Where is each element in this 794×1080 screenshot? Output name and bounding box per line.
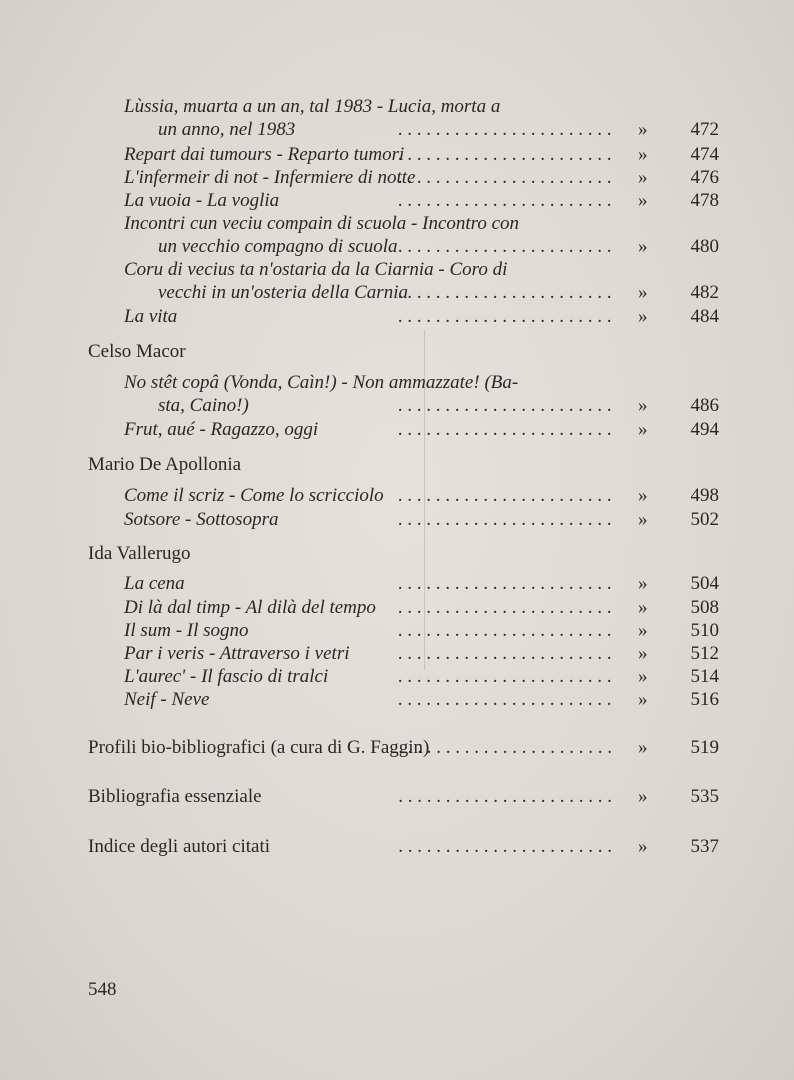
entry-title: Incontri cun veciu compain di scuola - Incontro con	[124, 213, 520, 234]
dot-leader: . . . . . . . . . . . . . . . . . . . . . . .	[398, 306, 612, 327]
raquo-mark: »	[638, 167, 648, 188]
dot-leader: . . . . . . . . . . . . . . . . . . . . . . .	[398, 689, 612, 710]
toc-entry-main[interactable]	[0, 785, 794, 809]
toc-entry[interactable]	[0, 143, 794, 167]
toc-entry[interactable]	[0, 371, 794, 395]
entry-title: Indice degli autori citati	[88, 836, 271, 857]
raquo-mark: »	[638, 419, 648, 440]
page-ref: 508	[690, 597, 719, 618]
toc-entry[interactable]	[0, 665, 794, 689]
raquo-mark: »	[638, 236, 648, 257]
raquo-mark: »	[638, 689, 648, 710]
dot-leader: . . . . . . . . . . . . . . . . . . . . . . .	[398, 119, 612, 140]
entry-title: Repart dai tumours - Reparto tumori	[124, 144, 405, 165]
dot-leader: . . . . . . . . . . . . . . . . . . . . . . .	[398, 144, 612, 165]
page-ref: 486	[690, 395, 719, 416]
toc-entry[interactable]	[0, 305, 794, 329]
toc-entry[interactable]	[0, 688, 794, 712]
entry-title: L'aurec' - Il fascio di tralci	[124, 666, 329, 687]
entry-title: Sotsore - Sottosopra	[124, 509, 279, 530]
entry-title: Frut, aué - Ragazzo, oggi	[124, 419, 319, 440]
raquo-mark: »	[638, 620, 648, 641]
entry-title: Bibliografia essenziale	[88, 786, 262, 807]
entry-title: L'infermeir di not - Infermiere di notte	[124, 167, 416, 188]
page-ref: 535	[690, 786, 719, 807]
dot-leader: . . . . . . . . . . . . . . . . . . . . . . .	[398, 597, 612, 618]
entry-title: La vuoia - La voglia	[124, 190, 280, 211]
toc-entry[interactable]	[0, 212, 794, 236]
dot-leader: . . . . . . . . . . . . . . . . . . . . . . .	[398, 190, 612, 211]
page-ref: 514	[690, 666, 719, 687]
entry-title: Neif - Neve	[124, 689, 210, 710]
page-number: 548	[88, 979, 117, 1000]
toc-entry[interactable]	[0, 189, 794, 213]
page-ref: 482	[690, 282, 719, 303]
toc-entry[interactable]	[0, 572, 794, 596]
entry-title-continued: un vecchio compagno di scuola	[158, 236, 398, 257]
page-ref: 478	[690, 190, 719, 211]
author-heading: Mario De Apollonia	[88, 454, 242, 475]
toc-entry-main[interactable]	[0, 835, 794, 859]
author-heading: Ida Vallerugo	[88, 543, 191, 564]
entry-title-continued: sta, Caino!)	[158, 395, 249, 416]
raquo-mark: »	[638, 144, 648, 165]
dot-leader: . . . . . . . . . . . . . . . . . . . . . . .	[398, 236, 612, 257]
dot-leader: . . . . . . . . . . . . . . . . . . . . . . .	[398, 737, 612, 758]
entry-title: Par i veris - Attraverso i vetri	[124, 643, 350, 664]
raquo-mark: »	[638, 119, 648, 140]
raquo-mark: »	[638, 786, 648, 807]
entry-title: Coru di vecius ta n'ostaria da la Ciarnia - Coro di	[124, 259, 508, 280]
toc-entry[interactable]	[0, 418, 794, 442]
toc-entry-continuation[interactable]	[0, 118, 794, 142]
toc-entry[interactable]	[0, 619, 794, 643]
page-ref: 474	[690, 144, 719, 165]
entry-title: No stêt copâ (Vonda, Caìn!) - Non ammazzate! (Ba-	[124, 372, 519, 393]
dot-leader: . . . . . . . . . . . . . . . . . . . . . . .	[398, 282, 612, 303]
dot-leader: . . . . . . . . . . . . . . . . . . . . . . .	[398, 620, 612, 641]
raquo-mark: »	[638, 666, 648, 687]
page-ref: 510	[690, 620, 719, 641]
page-ref: 537	[690, 836, 719, 857]
toc-entry-continuation[interactable]	[0, 235, 794, 259]
page-ref: 480	[690, 236, 719, 257]
dot-leader: . . . . . . . . . . . . . . . . . . . . . . .	[398, 509, 612, 530]
dot-leader: . . . . . . . . . . . . . . . . . . . . . . .	[398, 419, 612, 440]
page-ref: 498	[690, 485, 719, 506]
toc-entry[interactable]	[0, 95, 794, 119]
raquo-mark: »	[638, 573, 648, 594]
dot-leader: . . . . . . . . . . . . . . . . . . . . . . .	[398, 643, 612, 664]
entry-title: La vita	[124, 306, 178, 327]
author-heading: Celso Macor	[88, 341, 186, 362]
dot-leader: . . . . . . . . . . . . . . . . . . . . . . .	[398, 666, 612, 687]
entry-title: Di là dal timp - Al dilà del tempo	[124, 597, 376, 618]
entry-title: Come il scriz - Come lo scricciolo	[124, 485, 384, 506]
raquo-mark: »	[638, 643, 648, 664]
dot-leader: . . . . . . . . . . . . . . . . . . . . . . .	[398, 395, 612, 416]
raquo-mark: »	[638, 190, 648, 211]
raquo-mark: »	[638, 737, 648, 758]
page-ref: 504	[690, 573, 719, 594]
entry-title: Profili bio-bibliografici (a cura di G. Faggin)	[88, 737, 430, 758]
entry-title: Lùssia, muarta a un an, tal 1983 - Lucia, morta a	[124, 96, 501, 117]
dot-leader: . . . . . . . . . . . . . . . . . . . . . . .	[398, 573, 612, 594]
raquo-mark: »	[638, 509, 648, 530]
toc-entry[interactable]	[0, 484, 794, 508]
entry-title-continued: vecchi in un'osteria della Carnia	[158, 282, 408, 303]
toc-entry[interactable]	[0, 166, 794, 190]
page-ref: 512	[690, 643, 719, 664]
dot-leader: . . . . . . . . . . . . . . . . . . . . . . .	[398, 786, 612, 807]
raquo-mark: »	[638, 485, 648, 506]
raquo-mark: »	[638, 836, 648, 857]
page-ref: 484	[690, 306, 719, 327]
entry-title: Il sum - Il sogno	[124, 620, 249, 641]
page-ref: 516	[690, 689, 719, 710]
dot-leader: . . . . . . . . . . . . . . . . . . . . . . .	[398, 485, 612, 506]
dot-leader: . . . . . . . . . . . . . . . . . . . . . . .	[398, 836, 612, 857]
page-ref: 519	[690, 737, 719, 758]
toc-entry[interactable]	[0, 642, 794, 666]
toc-entry-main[interactable]	[0, 736, 794, 760]
raquo-mark: »	[638, 395, 648, 416]
toc-entry[interactable]	[0, 596, 794, 620]
raquo-mark: »	[638, 282, 648, 303]
raquo-mark: »	[638, 306, 648, 327]
page-ref: 502	[690, 509, 719, 530]
entry-title-continued: un anno, nel 1983	[158, 119, 296, 140]
toc-entry-continuation[interactable]	[0, 394, 794, 418]
dot-leader: . . . . . . . . . . . . . . . . . . . . . . .	[398, 167, 612, 188]
page-ref: 494	[690, 419, 719, 440]
toc-entry[interactable]	[0, 508, 794, 532]
page-ref: 476	[690, 167, 719, 188]
toc-entry-continuation[interactable]	[0, 281, 794, 305]
toc-entry[interactable]	[0, 258, 794, 282]
entry-title: La cena	[124, 573, 185, 594]
raquo-mark: »	[638, 597, 648, 618]
page-ref: 472	[690, 119, 719, 140]
